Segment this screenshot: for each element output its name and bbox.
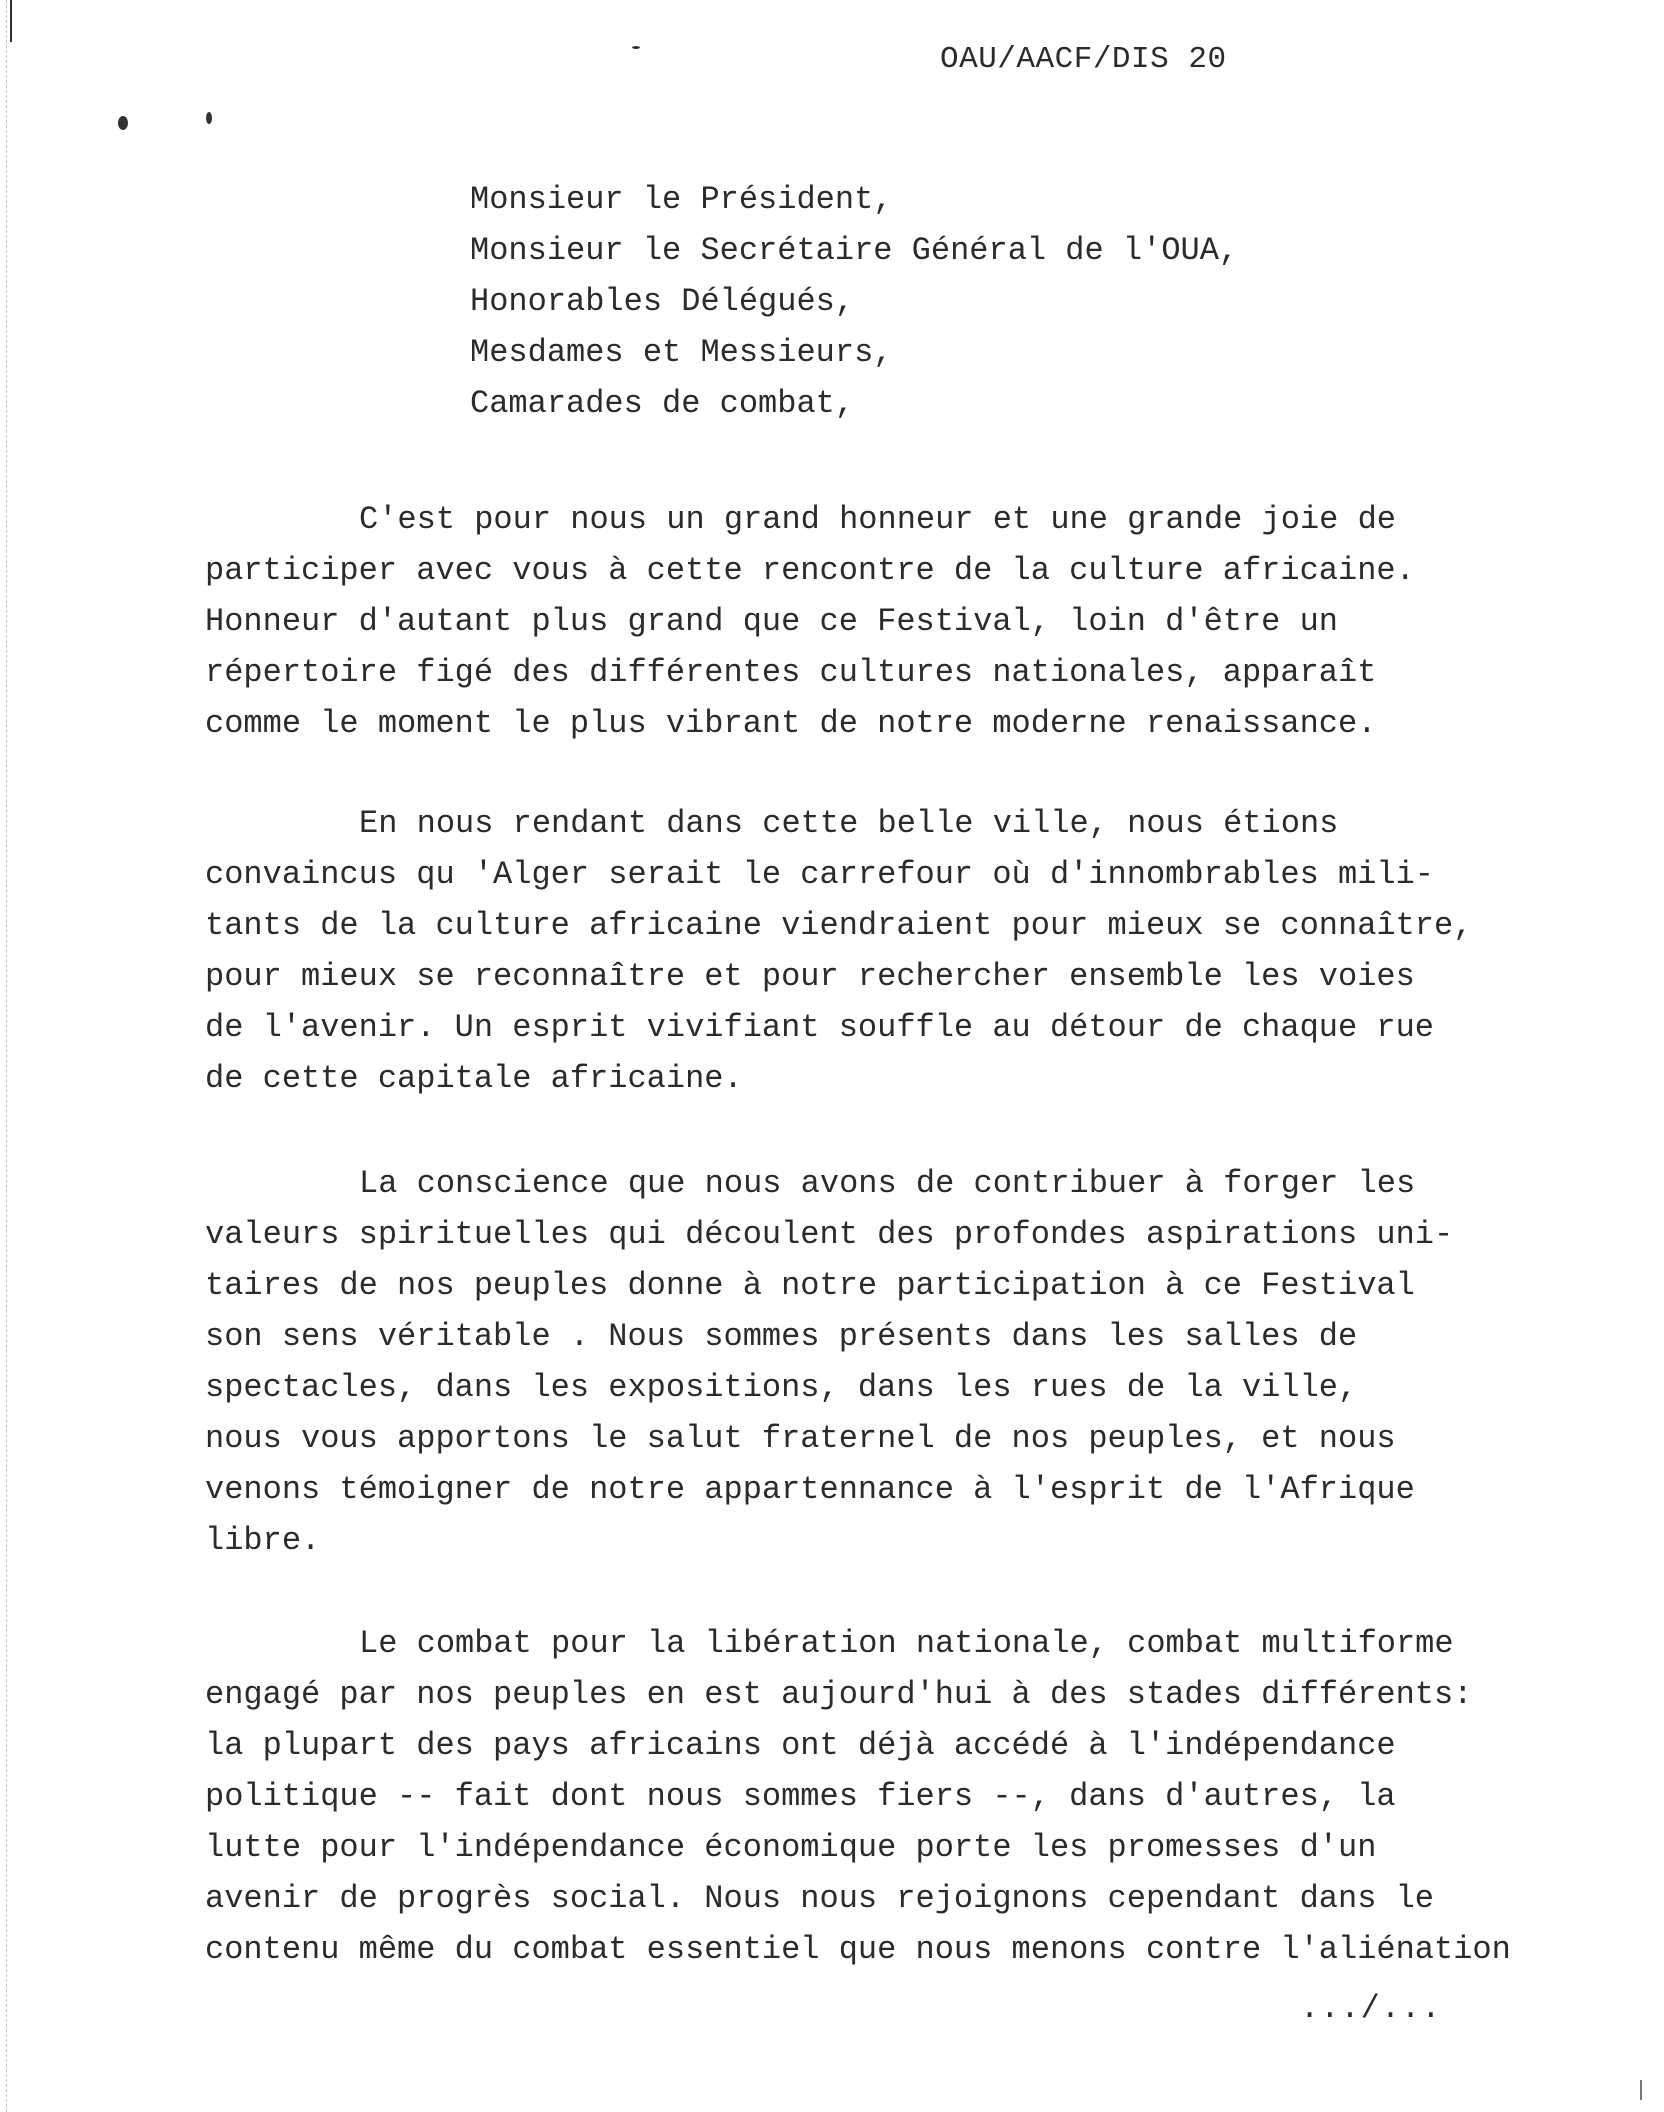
paragraph-2 <box>205 798 1545 1104</box>
salutation-line: Monsieur le Secrétaire Général de l'OUA, <box>470 232 1239 269</box>
text-line: tants de la culture africaine viendraient pour mieux se connaître, <box>205 907 1473 944</box>
ink-smudge <box>206 112 212 124</box>
ink-smudge <box>632 46 640 49</box>
text-line: de cette capitale africaine. <box>205 1060 743 1097</box>
left-margin-edge <box>6 0 10 2112</box>
text-line: avenir de progrès social. Nous nous rejoignons cependant dans le <box>205 1880 1434 1917</box>
text-line: nous vous apportons le salut fraternel de nos peuples, et nous <box>205 1420 1396 1457</box>
text-line: de l'avenir. Un esprit vivifiant souffle au détour de chaque rue <box>205 1009 1434 1046</box>
text-line: politique -- fait dont nous sommes fiers --, dans d'autres, la <box>205 1778 1396 1815</box>
text-line: valeurs spirituelles qui découlent des profondes aspirations uni- <box>205 1216 1454 1253</box>
continuation-mark: .../... <box>1300 1990 1442 2027</box>
text-line: La conscience que nous avons de contribuer à forger les <box>359 1165 1416 1202</box>
text-line: engagé par nos peuples en est aujourd'hui à des stades différents: <box>205 1676 1473 1713</box>
salutation-line: Honorables Délégués, <box>470 283 855 320</box>
text-line: Le combat pour la libération nationale, combat multiforme <box>359 1625 1454 1662</box>
text-line: taires de nos peuples donne à notre participation à ce Festival <box>205 1267 1415 1304</box>
document-reference: OAU/AACF/DIS 20 <box>940 42 1227 77</box>
paragraph-4 <box>205 1618 1545 1975</box>
text-line: Honneur d'autant plus grand que ce Festival, loin d'être un <box>205 603 1338 640</box>
text-line: participer avec vous à cette rencontre de la culture africaine. <box>205 552 1415 589</box>
text-line: spectacles, dans les expositions, dans les rues de la ville, <box>205 1369 1358 1406</box>
ink-smudge <box>118 116 128 130</box>
text-line: comme le moment le plus vibrant de notre moderne renaissance. <box>205 705 1377 742</box>
text-line: pour mieux se reconnaître et pour rechercher ensemble les voies <box>205 958 1415 995</box>
paragraph-1 <box>205 494 1545 749</box>
text-line: répertoire figé des différentes cultures nationales, apparaît <box>205 654 1377 691</box>
text-line: lutte pour l'indépendance économique porte les promesses d'un <box>205 1829 1377 1866</box>
salutation-line: Camarades de combat, <box>470 385 855 422</box>
margin-scratch-mark <box>10 0 12 42</box>
salutation-block <box>470 174 1238 429</box>
salutation-line: Monsieur le Président, <box>470 181 893 218</box>
text-line: la plupart des pays africains ont déjà accédé à l'indépendance <box>205 1727 1396 1764</box>
text-line: venons témoigner de notre appartennance à l'esprit de l'Afrique <box>205 1471 1415 1508</box>
text-line: contenu même du combat essentiel que nous menons contre l'aliénation <box>205 1931 1511 1968</box>
text-line: son sens véritable . Nous sommes présents dans les salles de <box>205 1318 1358 1355</box>
text-line: libre. <box>205 1522 321 1559</box>
text-line: convaincus qu 'Alger serait le carrefour où d'innombrables mili- <box>205 856 1434 893</box>
text-line: C'est pour nous un grand honneur et une grande joie de <box>359 501 1396 538</box>
right-edge-mark <box>1640 2080 1642 2100</box>
paragraph-3 <box>205 1158 1545 1566</box>
text-line: En nous rendant dans cette belle ville, nous étions <box>359 805 1339 842</box>
salutation-line: Mesdames et Messieurs, <box>470 334 893 371</box>
